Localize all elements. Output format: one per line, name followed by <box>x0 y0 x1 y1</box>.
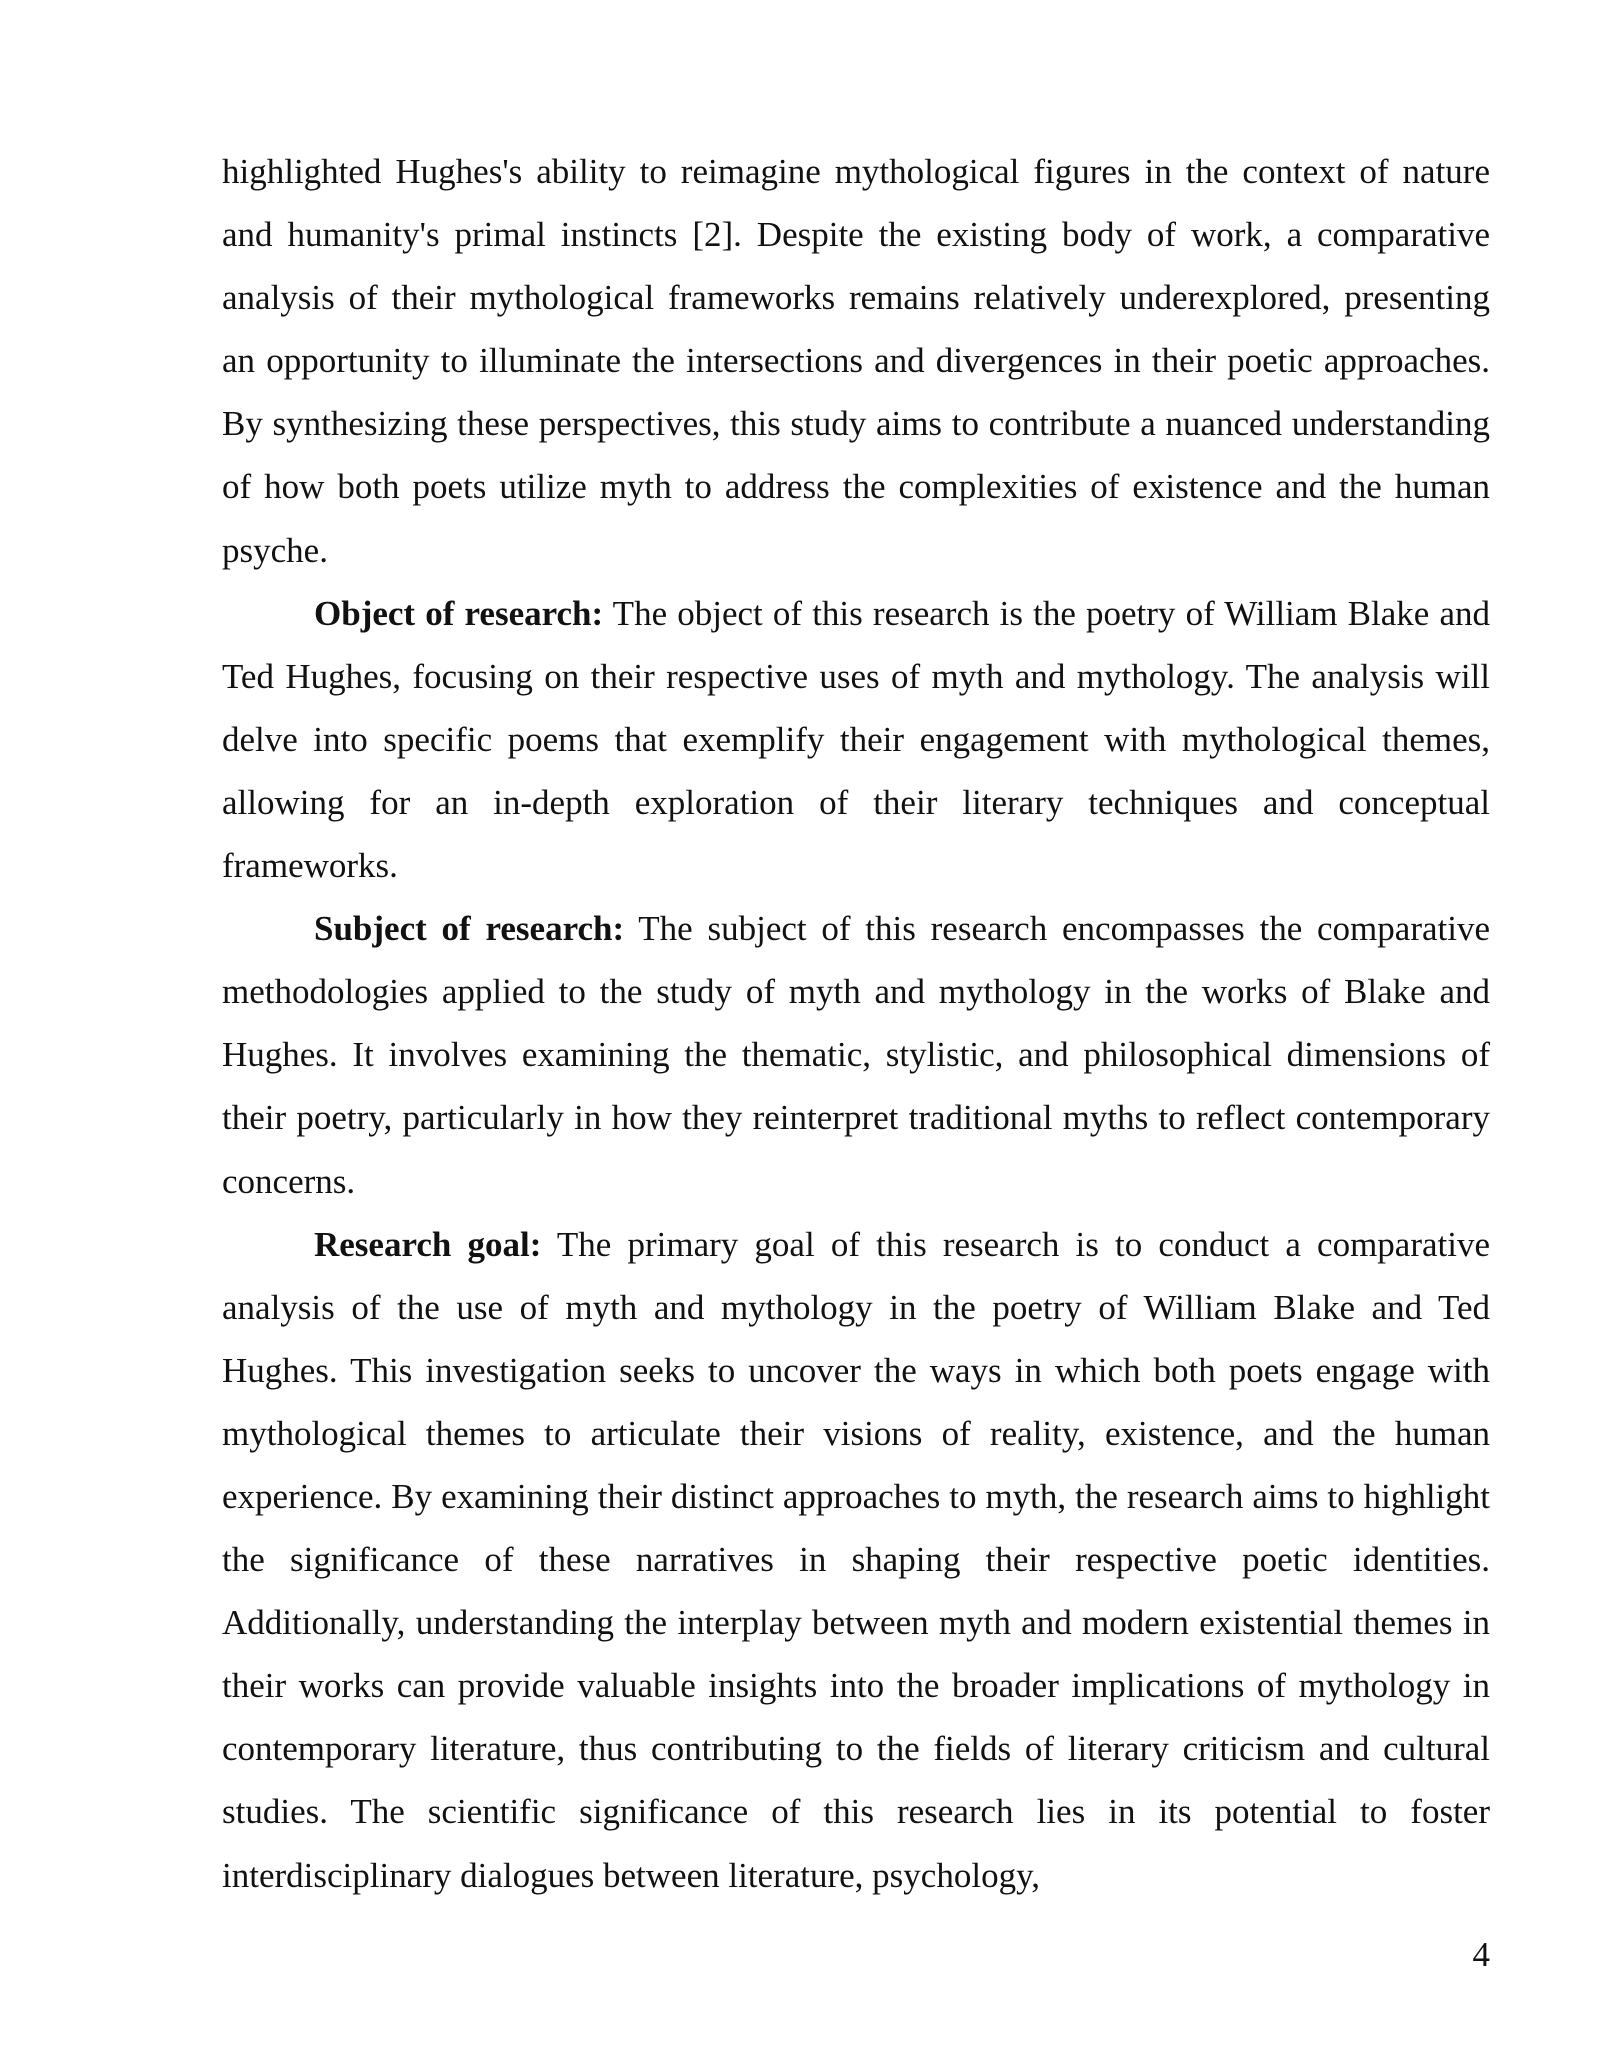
paragraph-heading: Subject of research: <box>314 909 625 949</box>
paragraph-subject-of-research <box>222 897 1490 1212</box>
paragraph-research-goal <box>222 1213 1490 1907</box>
paragraph-text: The primary goal of this research is to conduct a comparative analysis of the use of myth and mythology in the poetry of William Blake and Ted Hughes. This investigation seeks to uncover the ways in which both poets engage with mythological themes to articulate their visions of reality, existence, and the human experience. By examining their distinct approaches to myth, the research aims to highlight the significance of these narratives in shaping their respective poetic identities. Additionally, understanding the interplay between myth and modern existential themes in their works can provide valuable insights into the broader implications of mythology in contemporary literature, thus contributing to the fields of literary criticism and cultural studies. The scientific significance of this research lies in its potential to foster interdisciplinary dialogues between literature, psychology, <box>222 1224 1491 1895</box>
page-number: 4 <box>1472 1935 1490 1974</box>
paragraph-heading: Research goal: <box>314 1224 542 1264</box>
paragraph-text: The object of this research is the poetry of William Blake and Ted Hughes, focusing on their respective uses of myth and mythology. The analysis will delve into specific poems that exemplify their engagement with mythological themes, allowing for an in-depth exploration of their literary techniques and conceptual frameworks. <box>222 593 1490 886</box>
paragraph-continuation <box>222 140 1490 582</box>
document-body <box>222 140 1490 1907</box>
paragraph-text: The subject of this research encompasses the comparative methodologies applied to the study of myth and mythology in the works of Blake and Hughes. It involves examining the thematic, stylistic, and philosophical dimensions of their poetry, particularly in how they reinterpret traditional myths to reflect contemporary concerns. <box>222 909 1490 1201</box>
paragraph-heading: Object of research: <box>314 593 604 633</box>
paragraph-object-of-research <box>222 582 1490 897</box>
paragraph-text: highlighted Hughes's ability to reimagine mythological figures in the context of nature and humanity's primal instincts [2]. Despite the existing body of work, a comparative analysis of their mythological frameworks remains relatively underexplored, presenting an opportunity to illuminate the intersections and divergences in their poetic approaches. By synthesizing these perspectives, this study aims to contribute a nuanced understanding of how both poets utilize myth to address the complexities of existence and the human psyche. <box>222 152 1490 570</box>
